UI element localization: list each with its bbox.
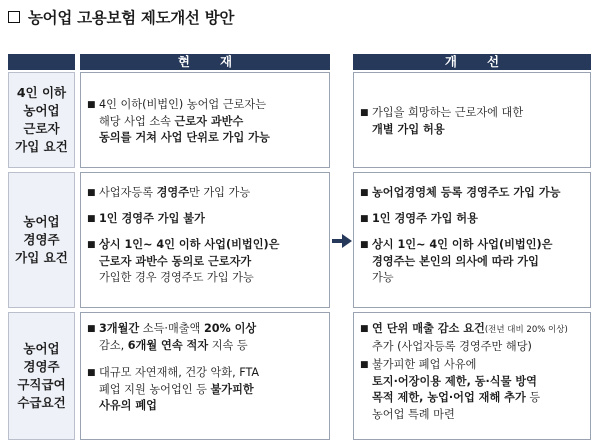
list-item: ■ 4인 이하(비법인) 농어업 근로자는 해당 사업 소속 근로자 과반수 동의를 거쳐 사업 단위로 가입 가능: [87, 98, 270, 144]
square-bullet-icon: ■: [360, 240, 369, 250]
list-item: ■ 1인 경영주 가입 허용: [360, 211, 586, 228]
list-item: ■ 상시 1인~ 4인 이하 사업(비법인)은 경영주는 본인의 의사에 따라 가입 가능: [360, 238, 553, 284]
row-category: 농어업 경영주 구직급여 수급요건: [8, 312, 75, 440]
square-bullet-icon: ■: [360, 214, 369, 224]
square-bullet-icon: ■: [87, 214, 96, 224]
list-item: ■ 사업자등록 경영주만 가입 가능: [87, 185, 325, 202]
current-cell: [80, 172, 330, 308]
page-title: 농어업 고용보험 제도개선 방안: [8, 6, 234, 28]
square-bullet-icon: ■: [87, 240, 96, 250]
list-item: ■ 불가피한 폐업 사유에 토지·어장이용 제한, 동·식물 방역 목적 제한, 농업·어업 재해 추가 등 농어업 특례 마련: [360, 358, 541, 421]
square-bullet-icon: ■: [87, 368, 96, 378]
square-bullet-icon: ■: [87, 324, 96, 334]
table-row: [8, 172, 591, 308]
row-category: 4인 이하 농어업 근로자 가입 요건: [8, 72, 75, 168]
square-bullet-icon: ■: [87, 100, 96, 110]
improved-cell: [353, 72, 591, 168]
list-item: ■ 대규모 자연재해, 건강 악화, FTA 폐업 지원 농어업인 등 불가피한 사유의 폐업: [87, 366, 260, 412]
list-item: ■ 농어업경영체 등록 경영주도 가입 가능: [360, 185, 586, 202]
list-item: ■ 3개월간 소득·매출액 20% 이상 감소, 6개월 연속 적자 지속 등: [87, 322, 257, 352]
square-bullet-icon: ■: [360, 108, 369, 118]
current-cell: [80, 72, 330, 168]
list-item: ■ 가입을 희망하는 근로자에 대한 개별 가입 허용: [360, 106, 524, 136]
list-item: ■ 1인 경영주 가입 불가: [87, 211, 325, 228]
header-improved: 개선: [353, 54, 591, 70]
list-item: ■ 상시 1인~ 4인 이하 사업(비법인)은 근로자 과반수 동의로 근로자가 가입한 경우 경영주도 가입 가능: [87, 238, 280, 284]
table-row: [8, 312, 591, 440]
header-current: 현재: [80, 54, 330, 70]
current-cell: [80, 312, 330, 440]
table-row: [8, 72, 591, 168]
square-bullet-icon: ■: [360, 360, 369, 370]
square-bullet-icon: ■: [360, 188, 369, 198]
list-item: ■ 연 단위 매출 감소 요건(전년 대비 20% 이상) 추가 (사업자등록 경영주만 해당): [360, 322, 568, 353]
checkbox-bullet-icon: [8, 11, 20, 23]
square-bullet-icon: ■: [360, 324, 369, 334]
category-header: [8, 54, 75, 70]
right-arrow-icon: [332, 234, 352, 248]
improved-cell: [353, 172, 591, 308]
square-bullet-icon: ■: [87, 188, 96, 198]
improved-cell: [353, 312, 591, 440]
row-category: 농어업 경영주 가입 요건: [8, 172, 75, 308]
